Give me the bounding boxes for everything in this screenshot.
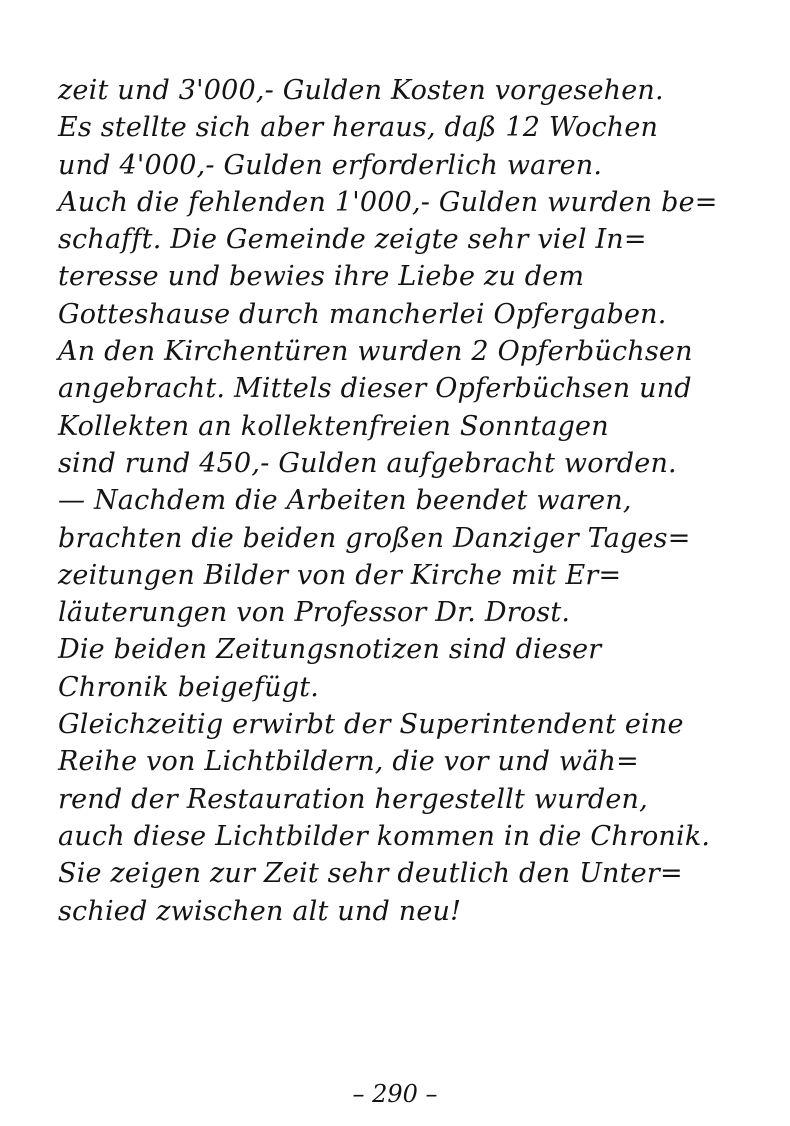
text-line: An den Kirchentüren wurden 2 Opferbüchsen: [58, 336, 693, 368]
text-line: Chronik beigefügt.: [58, 671, 320, 703]
text-line: Reihe von Lichtbildern, die vor und wäh=: [58, 746, 639, 778]
text-line: brachten die beiden großen Danziger Tages=: [58, 522, 691, 554]
text-line: Es stellte sich aber heraus, daß 12 Wochen: [58, 112, 659, 144]
text-line: Gotteshause durch mancherlei Opfergaben.: [58, 298, 667, 330]
text-line: Kollekten an kollektenfreien Sonntagen: [58, 410, 609, 442]
page-number: – 290 –: [352, 1080, 438, 1108]
text-line: — Nachdem die Arbeiten beendet waren,: [58, 485, 632, 517]
text-line: Gleichzeitig erwirbt der Superintendent eine: [58, 709, 684, 741]
text-line: teresse und bewies ihre Liebe zu dem: [58, 261, 585, 293]
text-line: schied zwischen alt und neu!: [58, 895, 462, 927]
handwritten-text-block: [58, 72, 770, 930]
text-line: zeit und 3'000,- Gulden Kosten vorgesehen.: [58, 75, 664, 106]
text-line: und 4'000,- Gulden erforderlich waren.: [58, 149, 603, 181]
text-line: rend der Restauration hergestellt wurden,: [58, 783, 648, 815]
text-line: Die beiden Zeitungsnotizen sind dieser: [58, 634, 602, 666]
text-line: läuterungen von Professor Dr. Drost.: [58, 597, 571, 629]
text-line: schafft. Die Gemeinde zeigte sehr viel In=: [58, 224, 647, 256]
text-line: sind rund 450,- Gulden aufgebracht worden.: [58, 447, 677, 479]
text-line: auch diese Lichtbilder kommen in die Chronik.: [58, 820, 711, 852]
text-line: zeitungen Bilder von der Kirche mit Er=: [58, 559, 622, 591]
text-line: angebracht. Mittels dieser Opferbüchsen und: [58, 373, 692, 405]
text-line: Sie zeigen zur Zeit sehr deutlich den Unter=: [58, 858, 683, 890]
text-line: Auch die fehlenden 1'000,- Gulden wurden be=: [58, 186, 718, 218]
